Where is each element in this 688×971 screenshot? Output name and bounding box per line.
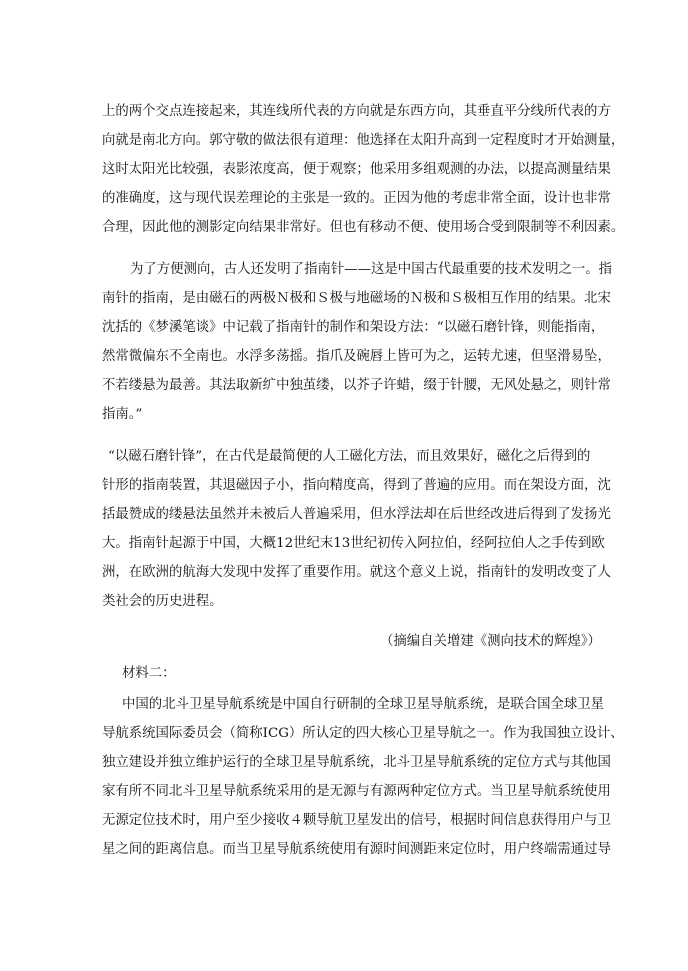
text-line: 为了方便测向，古人还发明了指南针——这是中国古代最重要的技术发明之一。指 xyxy=(130,262,613,277)
text-line: 大。指南针起源于中国，大概12世纪末13世纪初传入阿拉伯，经阿拉伯人之手传到欧 xyxy=(102,536,605,551)
text-line: 不若缕悬为最善。其法取新纩中独茧缕，以芥子许蜡，缀于针腰，无风处悬之，则针常 xyxy=(102,378,611,393)
text-line: 然常微偏东不全南也。水浮多荡摇。指爪及碗唇上皆可为之，运转尤速，但坚滑易坠， xyxy=(102,349,611,364)
text-line: 类社会的历史进程。 xyxy=(102,594,223,609)
text-line: 星之间的距离信息。而当卫星导航系统使用有源时间测距来定位时，用户终端需通过导 xyxy=(102,842,611,857)
text-line: 独立建设并独立维护运行的全球卫星导航系统，北斗卫星导航系统的定位方式与其他国 xyxy=(102,755,611,770)
text-line: 无源定位技术时，用户至少接收４颗导航卫星发出的信号，根据时间信息获得用户与卫 xyxy=(102,813,611,828)
text-line: 导航系统国际委员会（简称ICG）所认定的四大核心卫星导航之一。作为我国独立设计、 xyxy=(102,726,624,741)
text-line: 中国的北斗卫星导航系统是中国自行研制的全球卫星导航系统，是联合国全球卫星 xyxy=(122,697,605,712)
text-line: 洲，在欧洲的航海大发现中发挥了重要作用。就这个意义上说，指南针的发明改变了人 xyxy=(102,565,611,580)
text-line: 合理，因此他的测影定向结果非常好。但也有移动不便、使用场合受到限制等不利因素。 xyxy=(102,220,625,235)
text-line: “以磁石磨针锋”，在古代是最简便的人工磁化方法，而且效果好，磁化之后得到的 xyxy=(108,449,591,464)
text-line: 这时太阳光比较强，表影浓度高，便于观察；他采用多组观测的办法，以提高测量结果 xyxy=(102,162,611,177)
text-line: 括最赞成的缕悬法虽然并未被后人普遍采用，但水浮法却在后世经改进后得到了发扬光 xyxy=(102,507,611,522)
text-line: 家有所不同北斗卫星导航系统采用的是无源与有源两种定位方式。当卫星导航系统使用 xyxy=(102,784,611,799)
text-line: 针形的指南装置，其退磁因子小，指向精度高，得到了普遍的应用。而在架设方面，沈 xyxy=(102,478,611,493)
section-heading: 材料二： xyxy=(122,666,176,681)
text-line: 向就是南北方向。郭守敬的做法很有道理：他选择在太阳升高到一定程度时才开始测量， xyxy=(102,133,625,148)
source-attribution: （摘编自关增建《测向技术的辉煌》） xyxy=(380,634,601,649)
text-line: 南针的指南，是由磁石的两极Ｎ极和Ｓ极与地磁场的Ｎ极和Ｓ极相互作用的结果。北宋 xyxy=(102,291,611,306)
text-line: 指南。” xyxy=(102,407,143,422)
text-line: 沈括的《梦溪笔谈》中记载了指南针的制作和架设方法：“以磁石磨针锋，则能指南， xyxy=(102,320,605,335)
text-line: 的准确度，这与现代误差理论的主张是一致的。正因为他的考虑非常全面，设计也非常 xyxy=(102,191,611,206)
text-line: 上的两个交点连接起来，其连线所代表的方向就是东西方向，其垂直平分线所代表的方 xyxy=(102,104,611,119)
